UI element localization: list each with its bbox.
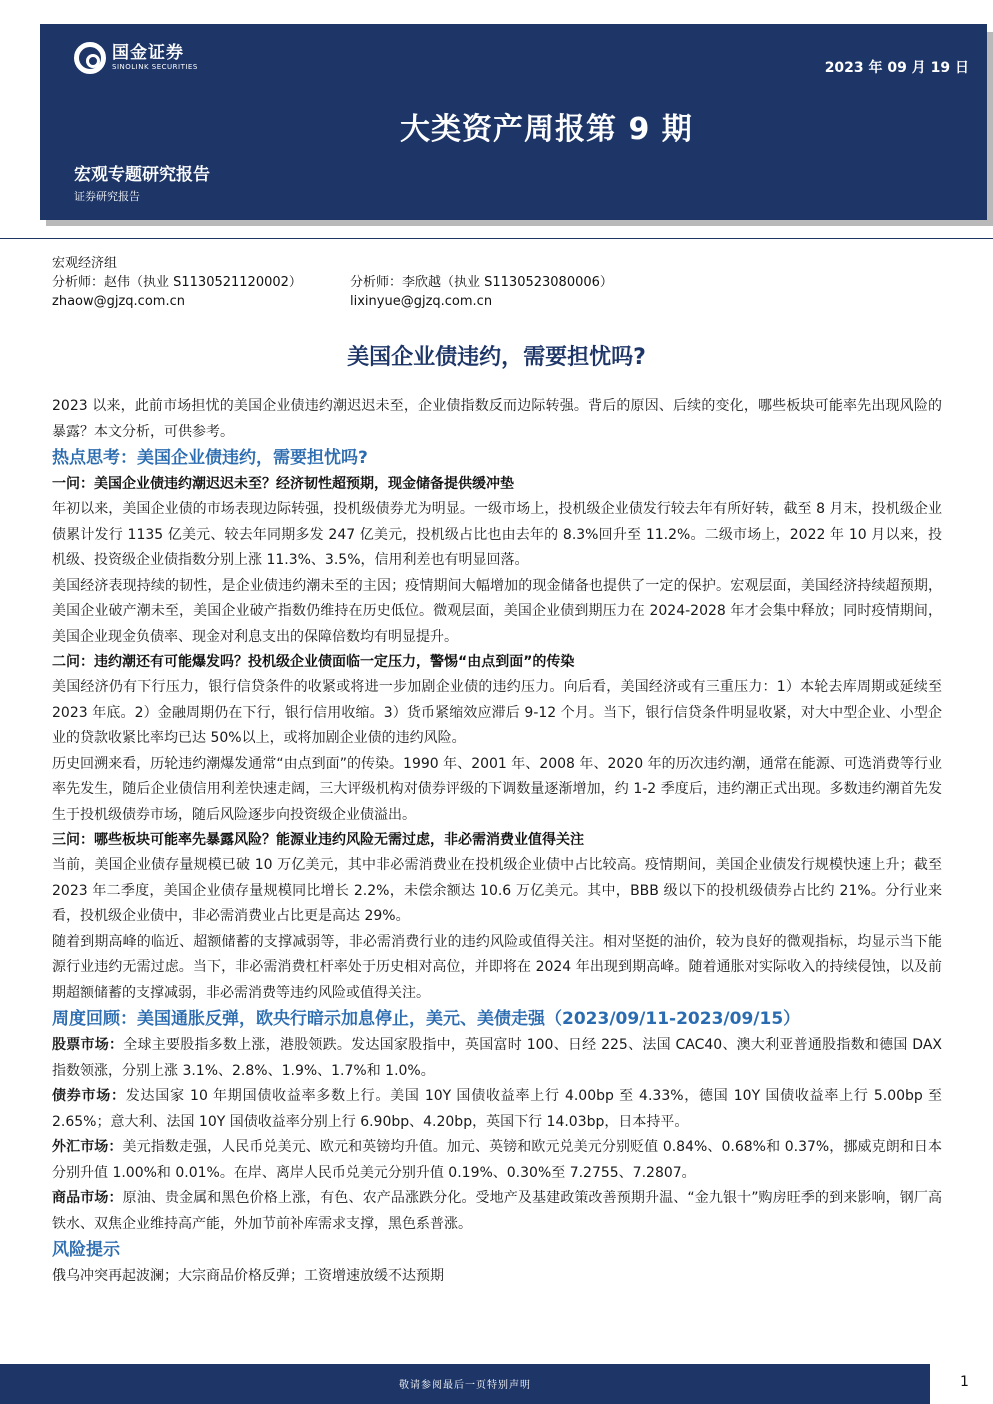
stock-market-label: 股票市场： xyxy=(52,1037,124,1053)
paragraph: 年初以来，美国企业债的市场表现边际转强，投机级债券尤为明显。一级市场上，投机级企业债发行较去年有所好转，截至 8 月末，投机级企业债累计发行 1135 亿美元、较去年同期多发 247 亿美元，投机级占比也由去年的 8.3%回升至 11.2%。二级市场上，2022 年 10 月以来，投机级、投资级企业债指数分别上涨 11.3%、3.5%，信用利差也有明显回落。 xyxy=(52,501,942,568)
article-body xyxy=(52,394,942,1290)
section-heading-hot-topic: 热点思考：美国企业债违约，需要担忧吗? xyxy=(52,448,368,468)
bond-market-text: 发达国家 10 年期国债收益率多数上行。美国 10Y 国债收益率上行 4.00bp 至 4.33%，德国 10Y 国债收益率上行 5.00bp 至 2.65%；意大利、法国 10Y 国债收益率分别上行 6.90bp、4.20bp，英国下行 14.03bp，日本持平。 xyxy=(52,1088,942,1130)
commodity-market-text: 原油、贵金属和黑色价格上涨，有色、农产品涨跌分化。受地产及基建政策改善预期升温、“金九银十”购房旺季的到来影响，钢厂高铁水、双焦企业维持高产能，外加节前补库需求支撑，黑色系普涨。 xyxy=(52,1190,942,1232)
page-number: 1 xyxy=(960,1374,969,1390)
section-heading-risk: 风险提示 xyxy=(52,1240,120,1260)
risk-paragraph: 俄乌冲突再起波澜；大宗商品价格反弹；工资增速放缓不达预期 xyxy=(52,1268,444,1284)
report-title: 大类资产周报第 9 期 xyxy=(400,112,693,147)
bond-market-paragraph xyxy=(52,1084,942,1135)
report-subtype: 证券研究报告 xyxy=(74,190,140,203)
paragraph: 当前，美国企业债存量规模已破 10 万亿美元，其中非必需消费业在投机级企业债中占比较高。疫情期间，美国企业债发行规模快速上升；截至 2023 年二季度，美国企业债存量规模同比增长 2.2%，未偿余额达 10.6 万亿美元。其中，BBB 级以下的投机级债券占比约 21%。分行业来看，投机级企业债中，非必需消费业占比更是高达 29%。 xyxy=(52,857,942,924)
company-logo xyxy=(74,42,198,74)
logo-en: SINOLINK SECURITIES xyxy=(112,63,198,71)
header-banner xyxy=(40,24,987,220)
analyst-1: 分析师：赵伟（执业 S1130521120002） xyxy=(52,275,302,290)
question-2-heading: 二问：违约潮还有可能爆发吗？投机级企业债面临一定压力，警惕“由点到面”的传染 xyxy=(52,654,575,670)
question-1-heading: 一问：美国企业债违约潮迟迟未至？经济韧性超预期，现金储备提供缓冲垫 xyxy=(52,476,514,492)
commodity-market-label: 商品市场： xyxy=(52,1190,123,1206)
fx-market-label: 外汇市场： xyxy=(52,1139,123,1155)
logo-cn: 国金证券 xyxy=(112,43,184,63)
article-title: 美国企业债违约，需要担忧吗? xyxy=(347,345,646,370)
analyst-2-email[interactable]: lixinyue@gjzq.com.cn xyxy=(350,294,493,309)
section-heading-weekly-review: 周度回顾：美国通胀反弹，欧央行暗示加息停止，美元、美债走强（2023/09/11-2023/09/15） xyxy=(52,1009,801,1029)
question-3-heading: 三问：哪些板块可能率先暴露风险？能源业违约风险无需过虑，非必需消费业值得关注 xyxy=(52,832,584,848)
divider xyxy=(0,238,993,239)
paragraph: 随着到期高峰的临近、超额储蓄的支撑减弱等，非必需消费行业的违约风险或值得关注。相对坚挺的油价，较为良好的微观指标，均显示当下能源行业违约无需过虑。当下，非必需消费杠杆率处于历史相对高位，并即将在 2024 年出现到期高峰。随着通胀对实际收入的持续侵蚀，以及前期超额储蓄的支撑减弱，非必需消费等违约风险或值得关注。 xyxy=(52,933,942,1001)
analyst-group: 宏观经济组 xyxy=(52,256,118,271)
intro-paragraph: 2023 以来，此前市场担忧的美国企业债违约潮迟迟未至，企业债指数反而边际转强。背后的原因、后续的变化，哪些板块可能率先出现风险的暴露？本文分析，可供参考。 xyxy=(52,398,942,440)
fx-market-paragraph xyxy=(52,1135,942,1186)
paragraph: 美国经济表现持续的韧性，是企业债违约潮未至的主因；疫情期间大幅增加的现金储备也提供了一定的保护。宏观层面，美国经济持续超预期，美国企业破产潮未至，美国企业破产指数仍维持在历史低位。微观层面，美国企业债到期压力在 2024-2028 年才会集中释放；同时疫情期间，美国企业现金负债率、现金对利息支出的保障倍数均有明显提升。 xyxy=(52,577,942,645)
bond-market-label: 债券市场： xyxy=(52,1088,126,1104)
stock-market-paragraph xyxy=(52,1033,942,1084)
report-date: 2023 年 09 月 19 日 xyxy=(824,60,969,76)
report-type: 宏观专题研究报告 xyxy=(74,165,210,185)
analyst-2: 分析师：李欣越（执业 S1130523080006） xyxy=(350,275,613,290)
stock-market-text: 全球主要股指多数上涨，港股领跌。发达国家股指中，英国富时 100、日经 225、法国 CAC40、澳大利亚普通股指数和德国 DAX 指数领涨，分别上涨 3.1%、2.8%、1.9%、1.7%和 1.0%。 xyxy=(52,1037,943,1079)
logo-icon xyxy=(74,42,106,74)
footer-notice: 敬请参阅最后一页特别声明 xyxy=(399,1380,531,1391)
analyst-1-email[interactable]: zhaow@gjzq.com.cn xyxy=(52,294,185,309)
analyst-block xyxy=(52,254,613,311)
commodity-market-paragraph xyxy=(52,1186,942,1237)
paragraph: 美国经济仍有下行压力，银行信贷条件的收紧或将进一步加剧企业债的违约压力。向后看，美国经济或有三重压力：1）本轮去库周期或延续至 2023 年底。2）金融周期仍在下行，银行信用收缩。3）货币紧缩效应滞后 9-12 个月。当下，银行信贷条件明显收紧，对大中型企业、小型企业的贷款收紧比率均已达 50%以上，或将加剧企业债的违约风险。 xyxy=(52,679,942,746)
fx-market-text: 美元指数走强，人民币兑美元、欧元和英镑均升值。加元、英镑和欧元兑美元分别贬值 0.84%、0.68%和 0.37%，挪威克朗和日本分别升值 1.00%和 0.01%。在岸、离岸人民币兑美元分别升值 0.19%、0.30%至 7.2755、7.2807。 xyxy=(52,1139,942,1181)
paragraph: 历史回溯来看，历轮违约潮爆发通常“由点到面”的传染。1990 年、2001 年、2008 年、2020 年的历次违约潮，通常在能源、可选消费等行业率先发生，随后企业债信用利差快速走阔，三大评级机构对债券评级的下调数量逐渐增加，约 1-2 季度后，违约潮正式出现。多数违约潮首先发生于投机级债券市场，随后风险逐步向投资级企业债溢出。 xyxy=(52,755,942,823)
